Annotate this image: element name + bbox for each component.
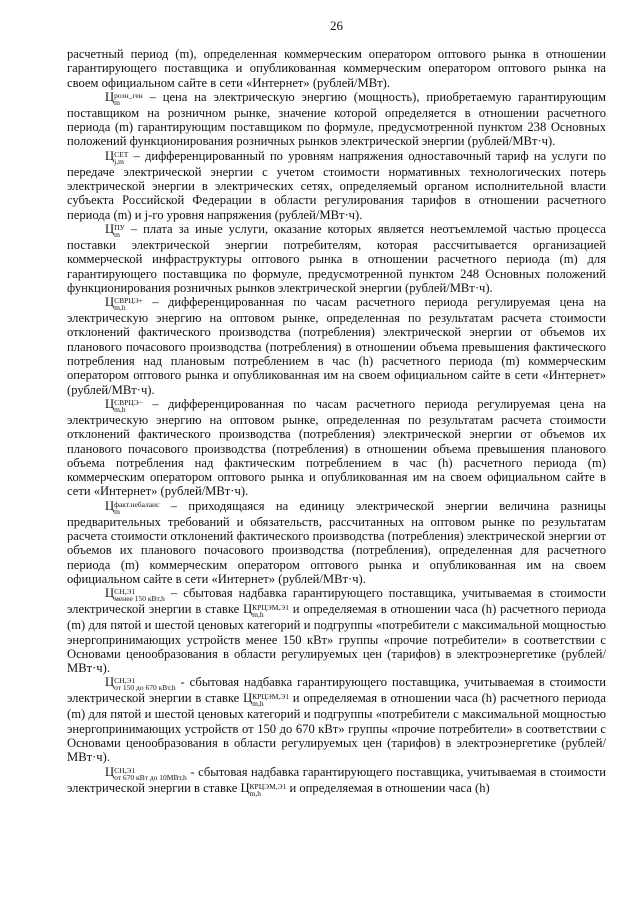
paragraph: Ц СН,Э1 от 150 до 670 кВт,h - сбытовая надбавка гарантирующего поставщика, учитываемая в стоимости электрической энергии в ставке Ц КРЦЭМ,Э1 m,h и определяемая в отношении часа (h) расчетного периода (m) для пятой и шестой ценовых категорий и подгруппы «потребители с максимальной мощностью энергопринимающих устройств от 150 до 670 кВт» группы «прочие потребители» в соответствии с Основами ценообразования в области регулируемых цен (тарифов) в электроэнергетике (рублей/МВт·ч). xyxy=(67,675,607,765)
paragraph: Ц ПУ m – плата за иные услуги, оказание которых является неотъемлемой частью процесса поставки электрической энергии потребителям, которая рассчитывается организацией коммерческой инфраструктуры оптового рынка в отношении расчетного периода (m) для гарантирующего поставщика по формуле, предусмотренной пунктом 248 Основных положений функционирования розничных рынков электрической энергии (рублей/МВт·ч). xyxy=(67,221,606,295)
formula-symbol: Ц факт.небаланс m xyxy=(105,498,160,516)
formula-symbol: Ц розн_ген m xyxy=(105,89,143,107)
formula-symbol: Ц СН,Э1 от 150 до 670 кВт,h xyxy=(105,675,176,693)
formula-symbol: Ц СВРЦЭ− m,h xyxy=(105,396,143,414)
formula-symbol: Ц СН,Э1 от 670 кВт до 10МВт,h xyxy=(105,764,187,782)
formula-symbol: Ц КРЦЭМ,Э1 m,h xyxy=(243,602,289,620)
paragraph: Ц СЕТ j,m – дифференцированный по уровням напряжения одноставочный тариф на услуги по передаче электрической энергии с учетом стоимости нормативных технологических потерь электрической энергии в электрических сетях, определяемый органом исполнительной власти субъекта Российской Федерации в области регулирования тарифов в отношении расчетного периода (m) и j-го уровня напряжения (рублей/МВт·ч). xyxy=(67,148,606,222)
paragraph: Ц СВРЦЭ− m,h – дифференцированная по часам расчетного периода регулируемая цена на электрическую энергию на оптовом рынке, определенная по результатам расчета стоимости отклонений фактического производства (потребления) электрической энергии от объемов их планового почасового производства (потребления) в отношении объема превышения планового объема потребления над фактическим потреблением в час (h) расчетного периода (m) коммерческим оператором оптового рынка и опубликованная им на своем официальном сайте в сети «Интернет» (рублей/МВт·ч). xyxy=(67,396,606,499)
paragraph: Ц СН,Э1 от 670 кВт до 10МВт,h - сбытовая надбавка гарантирующего поставщика, учитываемая в стоимости электрической энергии в ставке Ц КРЦЭМ,Э1 m,h и определяемая в отношении часа (h) xyxy=(67,764,606,798)
formula-symbol: Ц СЕТ j,m xyxy=(105,148,129,166)
paragraph: Ц СН,Э1 менее 150 кВт,h – сбытовая надбавка гарантирующего поставщика, учитываемая в стоимости электрической энергии в ставке Ц КРЦЭМ,Э1 m,h и определяемая в отношении часа (h) расчетного периода (m) для пятой и шестой ценовых категорий и подгруппы «потребители с максимальной мощностью энергопринимающих устройств менее 150 кВт» группы «прочие потребители» в соответствии с Основами ценообразования в области регулируемых цен (тарифов) в электроэнергетике (рублей/МВт·ч). xyxy=(67,586,607,676)
paragraph: Ц факт.небаланс m – приходящаяся на единицу электрической энергии величина разницы предварительных требований и обязательств, рассчитанных на оптовом рынке по результатам расчета стоимости отклонений фактического производства (потребления) электрической энергии от объемов их планового почасового производства (потребления), определенная для расчетного периода (m) коммерческим оператором оптового рынка и опубликованная им на своем официальном сайте в сети «Интернет» (рублей/МВт·ч). xyxy=(67,498,606,586)
formula-symbol: Ц СН,Э1 менее 150 кВт,h xyxy=(105,586,165,604)
formula-symbol: Ц ПУ m xyxy=(105,221,125,239)
paragraph: Ц СВРЦЭ+ m,h – дифференцированная по часам расчетного периода регулируемая цена на электрическую энергию на оптовом рынке, определенная по результатам расчета стоимости отклонений фактического производства (потребления) электрической энергии от объемов их планового почасового производства (потребления) в отношении объема превышения фактического потребления над плановым потреблением в час (h) расчетного периода (m) коммерческим оператором оптового рынка и опубликованная им на своем официальном сайте в сети «Интернет» (рублей/МВт·ч). xyxy=(67,295,606,397)
document-body xyxy=(67,47,606,797)
page-number: 26 xyxy=(330,18,343,33)
paragraph: расчетный период (m), определенная коммерческим оператором оптового рынка в отношении гарантирующего поставщика и опубликованная коммерческим оператором оптового рынка на своем официальном сайте в сети «Интернет» (рублей/МВт). xyxy=(67,47,606,90)
formula-symbol: Ц КРЦЭМ,Э1 m,h xyxy=(240,780,287,798)
formula-symbol: Ц СВРЦЭ+ m,h xyxy=(105,295,143,313)
formula-symbol: Ц КРЦЭМ,Э1 m,h xyxy=(243,691,289,709)
paragraph: Ц розн_ген m – цена на электрическую энергию (мощность), приобретаемую гарантирующим поставщиком на розничном рынке, значение которой определяется в отношении расчетного периода (m) гарантирующим поставщиком по формуле, предусмотренной пунктом 238 Основных положений функционирования розничных рынков электрической энергии (рублей/МВт·ч). xyxy=(67,89,606,149)
